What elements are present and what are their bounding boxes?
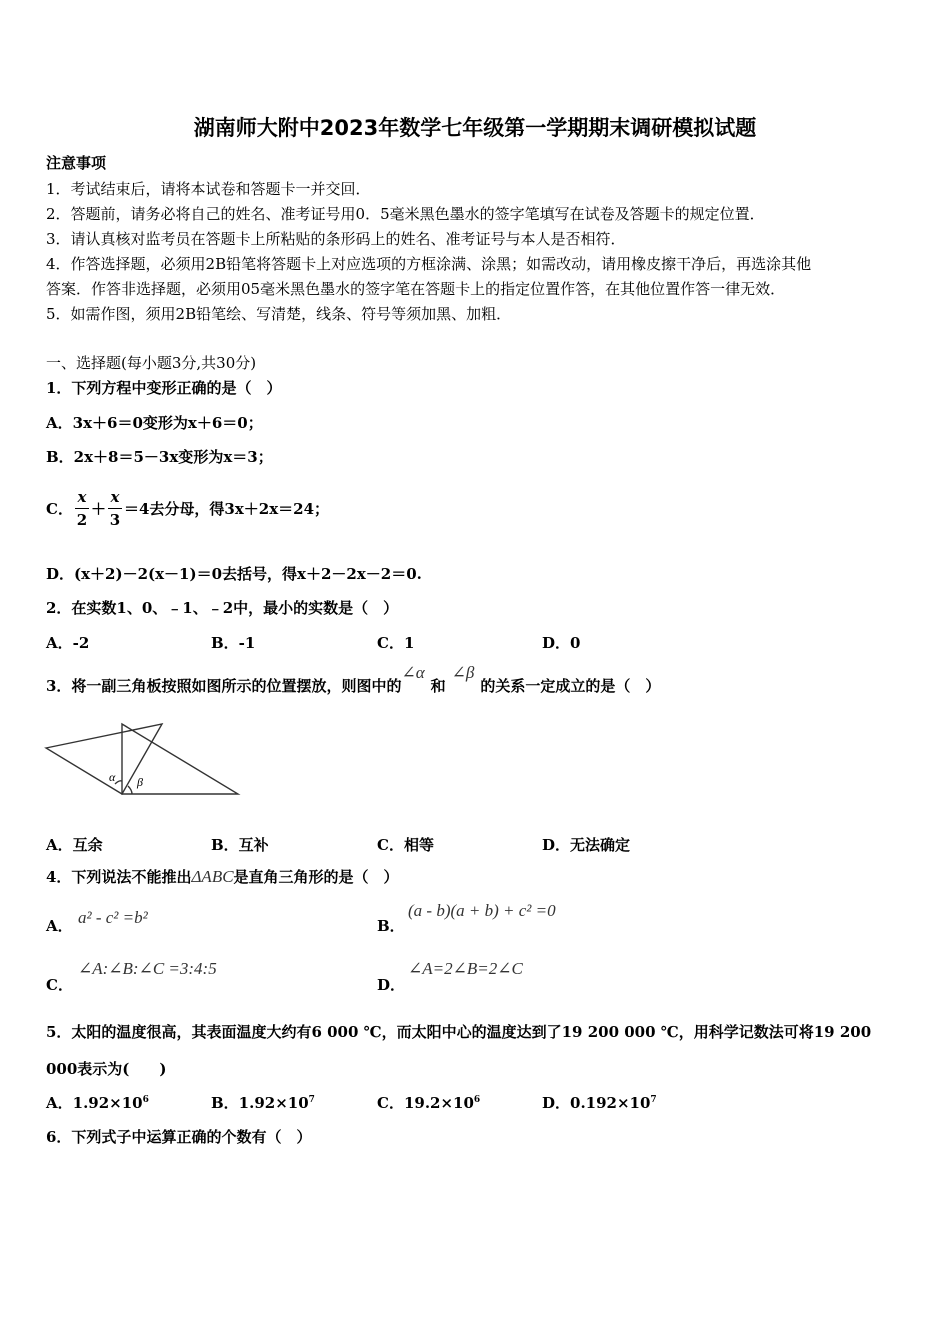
notice-heading: 注意事项 <box>46 154 107 172</box>
q4-stem-post: 是直角三角形的是（ ） <box>233 868 399 886</box>
q2-stem: 2．在实数1、0、﹣1、﹣2中，最小的实数是（ ） <box>46 599 399 617</box>
q3-stem-pre: 3．将一副三角板按照如图所示的位置摆放，则图中的 <box>46 676 402 695</box>
q5-b-base: B．1.92×10 <box>211 1094 309 1112</box>
angle-alpha-arc <box>115 781 122 784</box>
q1-stem: 1．下列方程中变形正确的是（ ） <box>46 379 282 397</box>
angle-alpha: ∠α <box>401 663 425 682</box>
q5-option-c <box>377 1092 480 1113</box>
page-title: 湖南师大附中2023年数学七年级第一学期期末调研模拟试题 <box>193 116 757 140</box>
fraction-bar <box>75 508 89 509</box>
q5-d-base: D．0.192×10 <box>542 1094 651 1112</box>
q1-c-rest: ＝4去分母，得3x＋2x＝24； <box>123 499 330 518</box>
section-heading: 一、选择题(每小题3分,共30分) <box>46 354 257 372</box>
q5-stem-line2: 000表示为( ) <box>46 1060 167 1078</box>
q4-a-label: A． <box>46 917 73 935</box>
q5-c-exp: 6 <box>473 1095 481 1105</box>
fraction-bar <box>108 508 122 509</box>
q5-a-base: A．1.92×10 <box>46 1094 143 1112</box>
fraction-denominator: 3 <box>109 510 121 529</box>
q4-stem <box>46 866 399 887</box>
notice-item-1: 1．考试结束后，请将本试卷和答题卡一并交回． <box>46 180 371 198</box>
q4-c-label: C． <box>46 976 73 994</box>
q4-d-expr: ∠A=2∠B=2∠C <box>408 959 523 978</box>
q2-option-b: B．-1 <box>211 634 256 652</box>
q3-stem-post: 的关系一定成立的是（ ） <box>480 676 661 695</box>
q3-stem <box>46 665 660 705</box>
q4-b-label: B． <box>377 917 405 935</box>
angle-beta-arc <box>128 786 132 794</box>
figure-label-alpha: α <box>109 770 116 784</box>
fraction-denominator: 2 <box>76 510 88 529</box>
q5-b-exp: 7 <box>308 1095 315 1105</box>
angle-beta: ∠β <box>451 663 475 682</box>
q1-option-b: B．2x＋8＝5－3x变形为x＝3； <box>46 448 273 466</box>
q4-a-expr: a² - c² =b² <box>78 908 148 927</box>
plus-sign: ＋ <box>90 499 106 518</box>
q3-option-d: D．无法确定 <box>542 836 631 854</box>
notice-item-3: 3．请认真核对监考员在答题卡上所粘贴的条形码上的姓名、准考证号与本人是否相符． <box>46 230 626 248</box>
q4-stem-pre: 4．下列说法不能推出 <box>46 868 192 886</box>
q1-c-label: C． <box>46 499 73 518</box>
q5-a-exp: 6 <box>142 1095 149 1105</box>
q1-option-a: A．3x＋6＝0变形为x＋6＝0； <box>46 414 263 432</box>
triangle-set-figure <box>40 718 250 804</box>
fraction-x-over-3 <box>108 488 122 529</box>
q1-option-d: D．(x＋2)－2(x－1)＝0去括号，得x＋2－2x－2＝0. <box>46 565 422 583</box>
fraction-numerator: x <box>110 487 120 506</box>
q4-d-label: D． <box>377 976 406 994</box>
q2-option-c: C．1 <box>377 634 415 652</box>
q4-c-expr: ∠A:∠B:∠C =3:4:5 <box>78 959 217 978</box>
q2-option-a: A．-2 <box>46 634 90 652</box>
q5-option-a <box>46 1092 149 1113</box>
notice-item-5: 5．如需作图，须用2B铅笔绘、写清楚，线条、符号等须加黑、加粗． <box>46 305 512 323</box>
notice-item-4-cont: 答案．作答非选择题，必须用05毫米黑色墨水的签字笔在答题卡上的指定位置作答，在其他位置作答一律无效． <box>46 280 786 298</box>
q3-option-c: C．相等 <box>377 836 434 854</box>
q2-option-d: D．0 <box>542 634 581 652</box>
q5-d-exp: 7 <box>650 1095 657 1105</box>
notice-item-4: 4．作答选择题，必须用2B铅笔将答题卡上对应选项的方框涂满、涂黑；如需改动，请用橡皮擦干净后，再选涂其他 <box>46 255 812 273</box>
q5-stem-line1: 5．太阳的温度很高，其表面温度大约有6 000 ℃，而太阳中心的温度达到了19 200 000 ℃，用科学记数法可将19 200 <box>46 1023 872 1041</box>
figure-label-beta: β <box>137 775 143 789</box>
triangle-left <box>46 724 162 794</box>
triangle-abc: ΔABC <box>191 866 234 886</box>
q3-and: 和 <box>430 676 446 695</box>
q3-option-a: A．互余 <box>46 836 103 854</box>
q5-option-b <box>211 1092 315 1113</box>
q5-option-d <box>542 1092 657 1113</box>
q5-c-base: C．19.2×10 <box>377 1094 474 1112</box>
q4-b-expr: (a - b)(a + b) + c² =0 <box>408 901 556 920</box>
fraction-numerator: x <box>77 487 87 506</box>
fraction-x-over-2 <box>75 488 89 529</box>
q3-option-b: B．互补 <box>211 836 269 854</box>
q1-option-c <box>46 478 329 538</box>
notice-item-2: 2．答题前，请务必将自己的姓名、准考证号用0．5毫米黑色墨水的签字笔填写在试卷及答题卡的规定位置． <box>46 205 765 223</box>
q6-stem: 6．下列式子中运算正确的个数有（ ） <box>46 1128 312 1146</box>
